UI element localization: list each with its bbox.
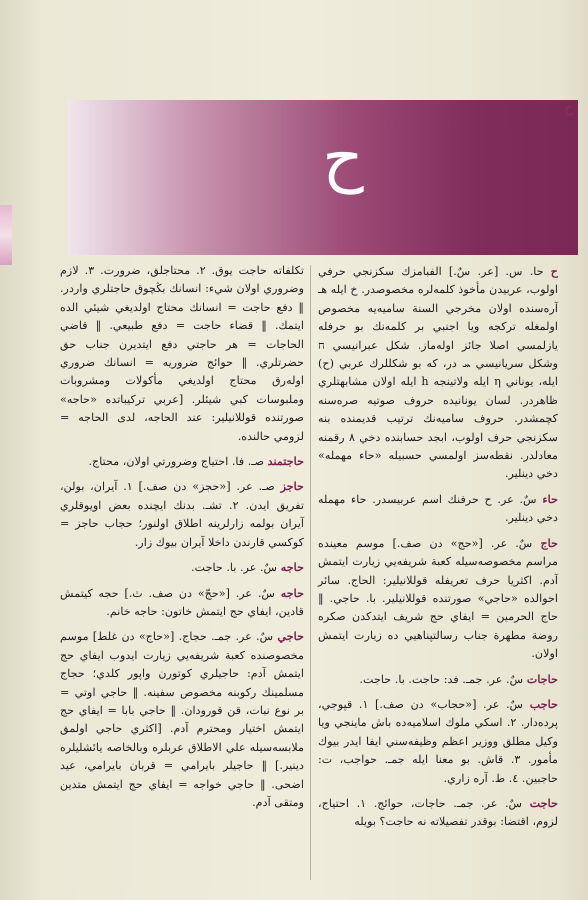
entry-definition: سٌ. عر. [«حج» دن صف.] موسم معينده مراسم مخصوصەسيله كعبة شريفەيي زيارت ايتمش آدم. اكثريا حرف تعريفله قوللانيلير: الحاج. سائر احوالده «حاجي» صورتنده قوللانيلير. با. حاجي. ‖ حاج الحرمين = ايفاي حج شريف ايتدكدن صكره روضة مطهرة جناب رسالتپناهيي ده زيارت ايتمش اولان. — [318, 536, 558, 661]
column-divider — [310, 265, 311, 880]
dictionary-entry — [60, 477, 304, 552]
entry-headword: حاج — [540, 535, 558, 550]
right-column — [318, 262, 558, 838]
entry-definition: سٌ. عر. جمـ. حاجات، حوائج. ١. احتياج، لزوم، اقتضا: بوقدر تفصيلاته نه حاجت؟ بويله — [318, 796, 558, 829]
dictionary-entry — [60, 584, 304, 622]
entry-definition: سٌ. عر. با. حاجت. — [191, 561, 278, 575]
entry-definition: سٌ. عر. ح حرفنك اسم عربيسدر. حاء مهمله دخي دينلير. — [318, 492, 558, 525]
dictionary-entry — [60, 452, 304, 471]
entry-definition: حا. س. [عر. سٌ.] الفبامزك سكزنجي حرفي اولوب، عربيدن مأخوذ كلمەلره مخصوصدر. خ ايله هـ آرەسنده اولان مخرجي السنة ساميەيە مخصوص اولمغله تركجه ويا اجنبي بر كلمەنك بو حرفله يازلمسي اصلا جائز اولەماز. شكل عبرانيسي ח وشكل سريانيسي ܚ در، كه بو شكللرك عربي (ح) ايله، يوناني η ايله ولاتينجه h ايله اولان مشابهتلري ظاهردر. لسان يونانيده حروف صوتيه صرەسنه كچمشدر. حروف ساميەنك ترتيب قديمنده بنه سكزنجي حرف اولوب، ابجد حسابنده دخي ٨ رقمنه معادلدر. نقطەسز اولمسي حسبيله «حاء مهمله» دخي دينلير. — [318, 265, 558, 481]
entry-definition: صـ. فا. احتياج وضرورتي اولان، محتاج. — [88, 455, 265, 469]
entry-headword: حاجات — [526, 671, 558, 686]
entry-headword: حاجتمند — [267, 454, 304, 469]
entry-headword: حاجه — [280, 585, 304, 600]
dictionary-entry — [318, 534, 558, 664]
entry-headword: ح — [550, 264, 558, 278]
dictionary-entry — [318, 262, 558, 484]
entry-headword: حاجب — [529, 696, 558, 711]
margin-letter: ح — [564, 100, 574, 116]
dictionary-entry — [318, 490, 558, 528]
entry-definition: سٌ. عر. [«حجاب» دن صف.] ١. قپوجي، پردەدار. ٢. اسكي ملوك اسلاميەده باش ماينجي ويا وكيل مطلق ووزير اعظم وظيفەسني ايفا ايدر بيوك مأمور. ٣. قاش. بو معنا ايله جمـ. حواجب، ت: حاجبين. ٤. ط. آره زاري. — [318, 697, 558, 785]
entry-definition: صـ. عر. [«حجز» دن صف.] ١. آيران، بولن، تفريق ايدن. ٢. تشـ. بدنك ايچنده بعض اويوقلري آيران بولمه زارلرينه اطلاق اولنور؛ حجاب حاجز = كوكسي قارندن داخلا آيران بيوك زار. — [60, 480, 304, 549]
entry-headword: حاجز — [280, 479, 304, 494]
left-column — [60, 262, 304, 818]
entry-headword: حاجي — [277, 629, 304, 644]
dictionary-entry — [318, 695, 558, 788]
entry-definition: تكلفاته حاجت يوق. ٢. محتاجلق، ضرورت. ٣. لازم وضروري اولان شيء: انسانك بڭچوق حاجتلري واردر. ‖ دفع حاجت = انسانك محتاج اولديغي شيئي الده ايتمك. ‖ قضاء حاجت = دفع طبيعي. ‖ قاضي الحاجات = هر حاجتي دفع ايتديرن جناب حق حضرتلري. ‖ حوائج ضروريه = انسانك ضروري اولەرق محتاج اولديغي مأكولات ومشروبات وملبوسات كبي شيئلر. [عربي تركيباتده «حاجه» صورتنده قوللانيلير: عند الحاجه، لدى الحاجه = لزومي حالنده. — [60, 264, 305, 443]
entry-headword: حاء — [542, 491, 558, 506]
entry-headword: حاجت — [529, 795, 558, 810]
entry-definition: سٌ. عر. جمـ. حجاج. [«حاج» دن غلط] موسم مخصوصنده كعبة شريفەيي زيارت ايدوب ايفاي حج ايتمش آدم: حاجيلري كوتورن واپور كلدي؛ حجاج مسلمينك ركوبنه مخصوص سفينه. ‖ حاجي اوتي = بر نوع نبات، قن قورودان. ‖ حاجي بابا = ايفاي حج ايتمش اختيار ومحترم آدم. [اكثري حاجي اولمق ملابسەسيله علي الاطلاق عربلره وبالخاصه يائشليلره دينير.] ‖ حاجيلر بايرامي = قربان بايرامي، عيد اضحى. ‖ حاجي خواجه = ايفاي حج ايتمش متدين ومتقى آدم. — [60, 630, 304, 809]
dictionary-entry — [60, 262, 304, 446]
bookmark-edge — [0, 205, 12, 265]
dictionary-entry — [318, 794, 558, 832]
dictionary-entry — [60, 558, 304, 577]
entry-definition: سٌ. عر. [«حجّ» دن صف. ث.] حجه كيتمش قادين، ايفاي حج ايتمش خاتون: حاجه خانم. — [60, 586, 304, 618]
dictionary-entry — [318, 670, 558, 689]
dictionary-entry — [60, 627, 304, 812]
entry-definition: سٌ. عر. جمـ. فد: حاجت. با. حاجت. — [359, 672, 524, 686]
section-letter: ح — [322, 121, 364, 195]
entry-headword: حاجه — [280, 560, 304, 575]
